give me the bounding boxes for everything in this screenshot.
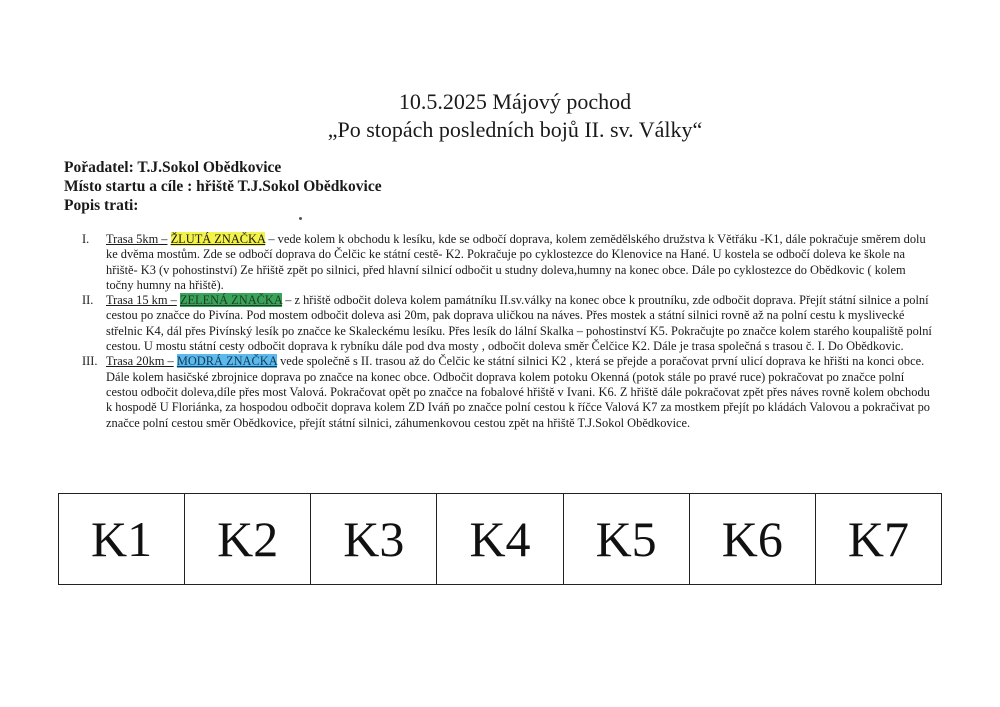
route-mark-blue: MODRÁ ZNAČKA — [176, 354, 277, 369]
start-finish-location: Místo startu a cíle : hřiště T.J.Sokol Obědkovice — [64, 178, 382, 195]
route-text: vede společně s II. trasou až do Čelčic ke státní silnici K2 , která se přejde a poračovat první ulicí doprava ke hřišti na konci obce. Dále kolem hasičské zbrojnice doprava po značce na konec obce. Odbočit doprava kolem potoku Okenná (potok stále po pravé ruce) pokračovat po značce polní cestou odbočit doleva,díle přes most Valová. Pokračovat opět po značce na fobalové hřiště v Ivani. K6. Z hřiště dále pokračovat zpět přes náves rovně kolem obchodu k hospodě U Floriánka, za hospodou odbočit doprava kolem ZD Iváň po značce polní cestou k říčce Valová K7 za mostkem přejít po kládách Valovou a pokračivat po značce polní cestou směr Obědkovice, přejít státní silnici, záhumenkovou cestou zpět na hřiště T.J.Sokol Obědkovice. — [106, 354, 930, 430]
route-mark-yellow: ŽLUTÁ ZNAČKA — [170, 232, 266, 246]
checkpoint-k2: K2 — [185, 494, 311, 584]
event-title: 10.5.2025 Májový pochod — [398, 89, 632, 114]
route-number: III. — [82, 354, 98, 369]
route-name: Trasa 20km – — [106, 354, 174, 369]
route-mark-green: ZELENÁ ZNAČKA — [179, 293, 283, 308]
title-block — [0, 88, 1000, 144]
checkpoint-table — [58, 493, 942, 585]
organizer: Pořadatel: T.J.Sokol Obědkovice — [64, 159, 282, 176]
route-item-3 — [82, 354, 934, 430]
checkpoint-k3: K3 — [311, 494, 437, 584]
route-text: – vede kolem k obchodu k lesíku, kde se odbočí doprava, kolem zemědělského družstva k Větřáku -K1, dále pokračuje směrem dolu ke dvěma mostům. Zde se odbočí doprava do Čelčic ke státní cestě- K2. Pokračuje po cyklostezce do Klenovice na Hané. U kostela se odbočí doleva ke škole na hřiště- K3 (v pohostinství) Ze hřiště zpět po silnici, před hlavní silnicí odbočit u studny doleva,humny na konec obce. Dále po cyklostezce do Obědkovic ( kolem točny humny na hřiště). — [106, 232, 926, 292]
info-block — [64, 158, 382, 215]
route-number: II. — [82, 293, 94, 308]
routes-list — [82, 232, 934, 431]
stray-dot — [299, 217, 302, 220]
route-name: Trasa 15 km – — [106, 293, 177, 308]
route-item-2 — [82, 293, 934, 354]
checkpoint-k6: K6 — [690, 494, 816, 584]
route-text: – z hřiště odbočit doleva kolem památníku II.sv.války na konec obce k proutníku, zde odbočit doprava. Přejít státní silnice a polní cestou po značce do Pivína. Pod mostem odbočit doleva asi 20m, pak doprava uličkou na náves. Přes mostek a státní silnici rovně až na polní cestu k myslivecké střelnic K4, dál přes Pivínský lesík po značce ke Skaleckému lesíku. Přes lesík do lální Skalka – pohostinství K5. Pokračujte po značce kolem starého koupaliště polní cestou. U mostu státní cesty odbočit doprava k rybníku dále pod dva mosty , odbočit doleva směr Čelčice K2. Dále je trasa společná s trasou č. I. Do Obědkovic. — [106, 293, 932, 354]
checkpoint-k7: K7 — [847, 511, 909, 567]
route-item-1 — [82, 232, 934, 293]
route-number: I. — [82, 232, 90, 246]
route-description-label: Popis trati: — [64, 197, 139, 214]
checkpoint-k1: K1 — [59, 494, 185, 584]
checkpoint-k4: K4 — [437, 494, 563, 584]
event-subtitle: „Po stopách posledních bojů II. sv. Války“ — [327, 117, 703, 142]
route-name: Trasa 5km – — [106, 232, 168, 246]
checkpoint-k5: K5 — [564, 494, 690, 584]
